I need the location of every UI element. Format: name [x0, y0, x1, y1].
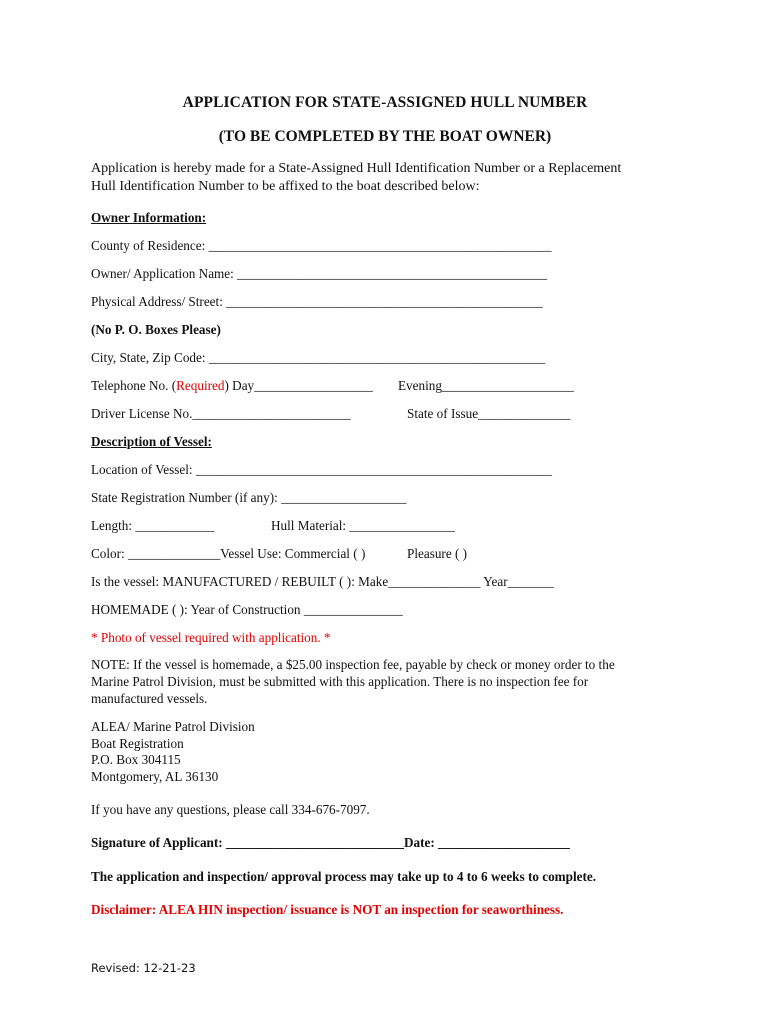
- telephone-label: Telephone No. (: [91, 378, 177, 393]
- note-paragraph: [91, 656, 671, 707]
- note-line: NOTE: If the vessel is homemade, a $25.00 inspection fee, payable by check or money order to the: [91, 657, 615, 672]
- address-field[interactable]: Physical Address/ Street: ________________________________________________: [91, 294, 543, 309]
- no-po-box-note: (No P. O. Boxes Please): [91, 322, 221, 337]
- color-vessel-use-field[interactable]: Color: ______________Vessel Use: Commercial ( ): [91, 546, 366, 561]
- pleasure-checkbox[interactable]: Pleasure ( ): [407, 546, 468, 561]
- address-line: ALEA/ Marine Patrol Division: [91, 719, 255, 734]
- vessel-location-field[interactable]: Location of Vessel: ______________________________________________________: [91, 462, 552, 477]
- telephone-day-field[interactable]: ) Day__________________: [224, 378, 373, 393]
- required-label: Required: [176, 378, 225, 393]
- disclaimer: Disclaimer: ALEA HIN inspection/ issuance is NOT an inspection for seaworthiness.: [91, 902, 564, 917]
- address-line: Boat Registration: [91, 735, 184, 751]
- owner-name-field[interactable]: Owner/ Application Name: _______________________________________________: [91, 266, 548, 281]
- signature-date-field[interactable]: Signature of Applicant: ___________________________Date: ____________________: [91, 835, 570, 850]
- mailing-address: [91, 719, 255, 786]
- owner-section-heading: Owner Information:: [91, 210, 207, 225]
- vessel-section-heading: Description of Vessel:: [91, 434, 212, 449]
- process-duration-note: The application and inspection/ approval process may take up to 4 to 6 weeks to complete.: [91, 869, 597, 884]
- intro-line: Hull Identification Number to be affixed to the boat described below:: [91, 179, 480, 194]
- note-line: manufactured vessels.: [91, 691, 208, 706]
- note-line: Marine Patrol Division, must be submitted with this application. There is no inspection fee for: [91, 674, 589, 689]
- city-state-zip-field[interactable]: City, State, Zip Code: ___________________________________________________: [91, 350, 546, 365]
- address-line: P.O. Box 304115: [91, 752, 181, 768]
- address-line: Montgomery, AL 36130: [91, 769, 219, 785]
- county-field[interactable]: County of Residence: ____________________________________________________: [91, 238, 552, 253]
- questions-line: If you have any questions, please call 334-676-7097.: [91, 802, 370, 817]
- intro-paragraph: [91, 160, 691, 196]
- telephone-row: [91, 377, 373, 394]
- intro-line: Application is hereby made for a State-Assigned Hull Identification Number or a Replacement: [91, 161, 622, 176]
- length-field[interactable]: Length: ____________: [91, 518, 215, 533]
- revised-date: Revised: 12-21-23: [91, 961, 196, 975]
- state-of-issue-field[interactable]: State of Issue______________: [407, 406, 571, 421]
- form-subtitle: (TO BE COMPLETED BY THE BOAT OWNER): [218, 128, 552, 145]
- driver-license-field[interactable]: Driver License No.________________________: [91, 406, 351, 421]
- state-registration-field[interactable]: State Registration Number (if any): ___________________: [91, 490, 407, 505]
- form-title: APPLICATION FOR STATE-ASSIGNED HULL NUMBER: [182, 94, 588, 111]
- manufactured-field[interactable]: Is the vessel: MANUFACTURED / REBUILT ( ): Make______________ Year_______: [91, 574, 554, 589]
- telephone-evening-field[interactable]: Evening____________________: [398, 378, 574, 393]
- photo-required-note: * Photo of vessel required with application. *: [91, 630, 331, 645]
- hull-material-field[interactable]: Hull Material: ________________: [271, 518, 455, 533]
- homemade-field[interactable]: HOMEMADE ( ): Year of Construction _______________: [91, 602, 403, 617]
